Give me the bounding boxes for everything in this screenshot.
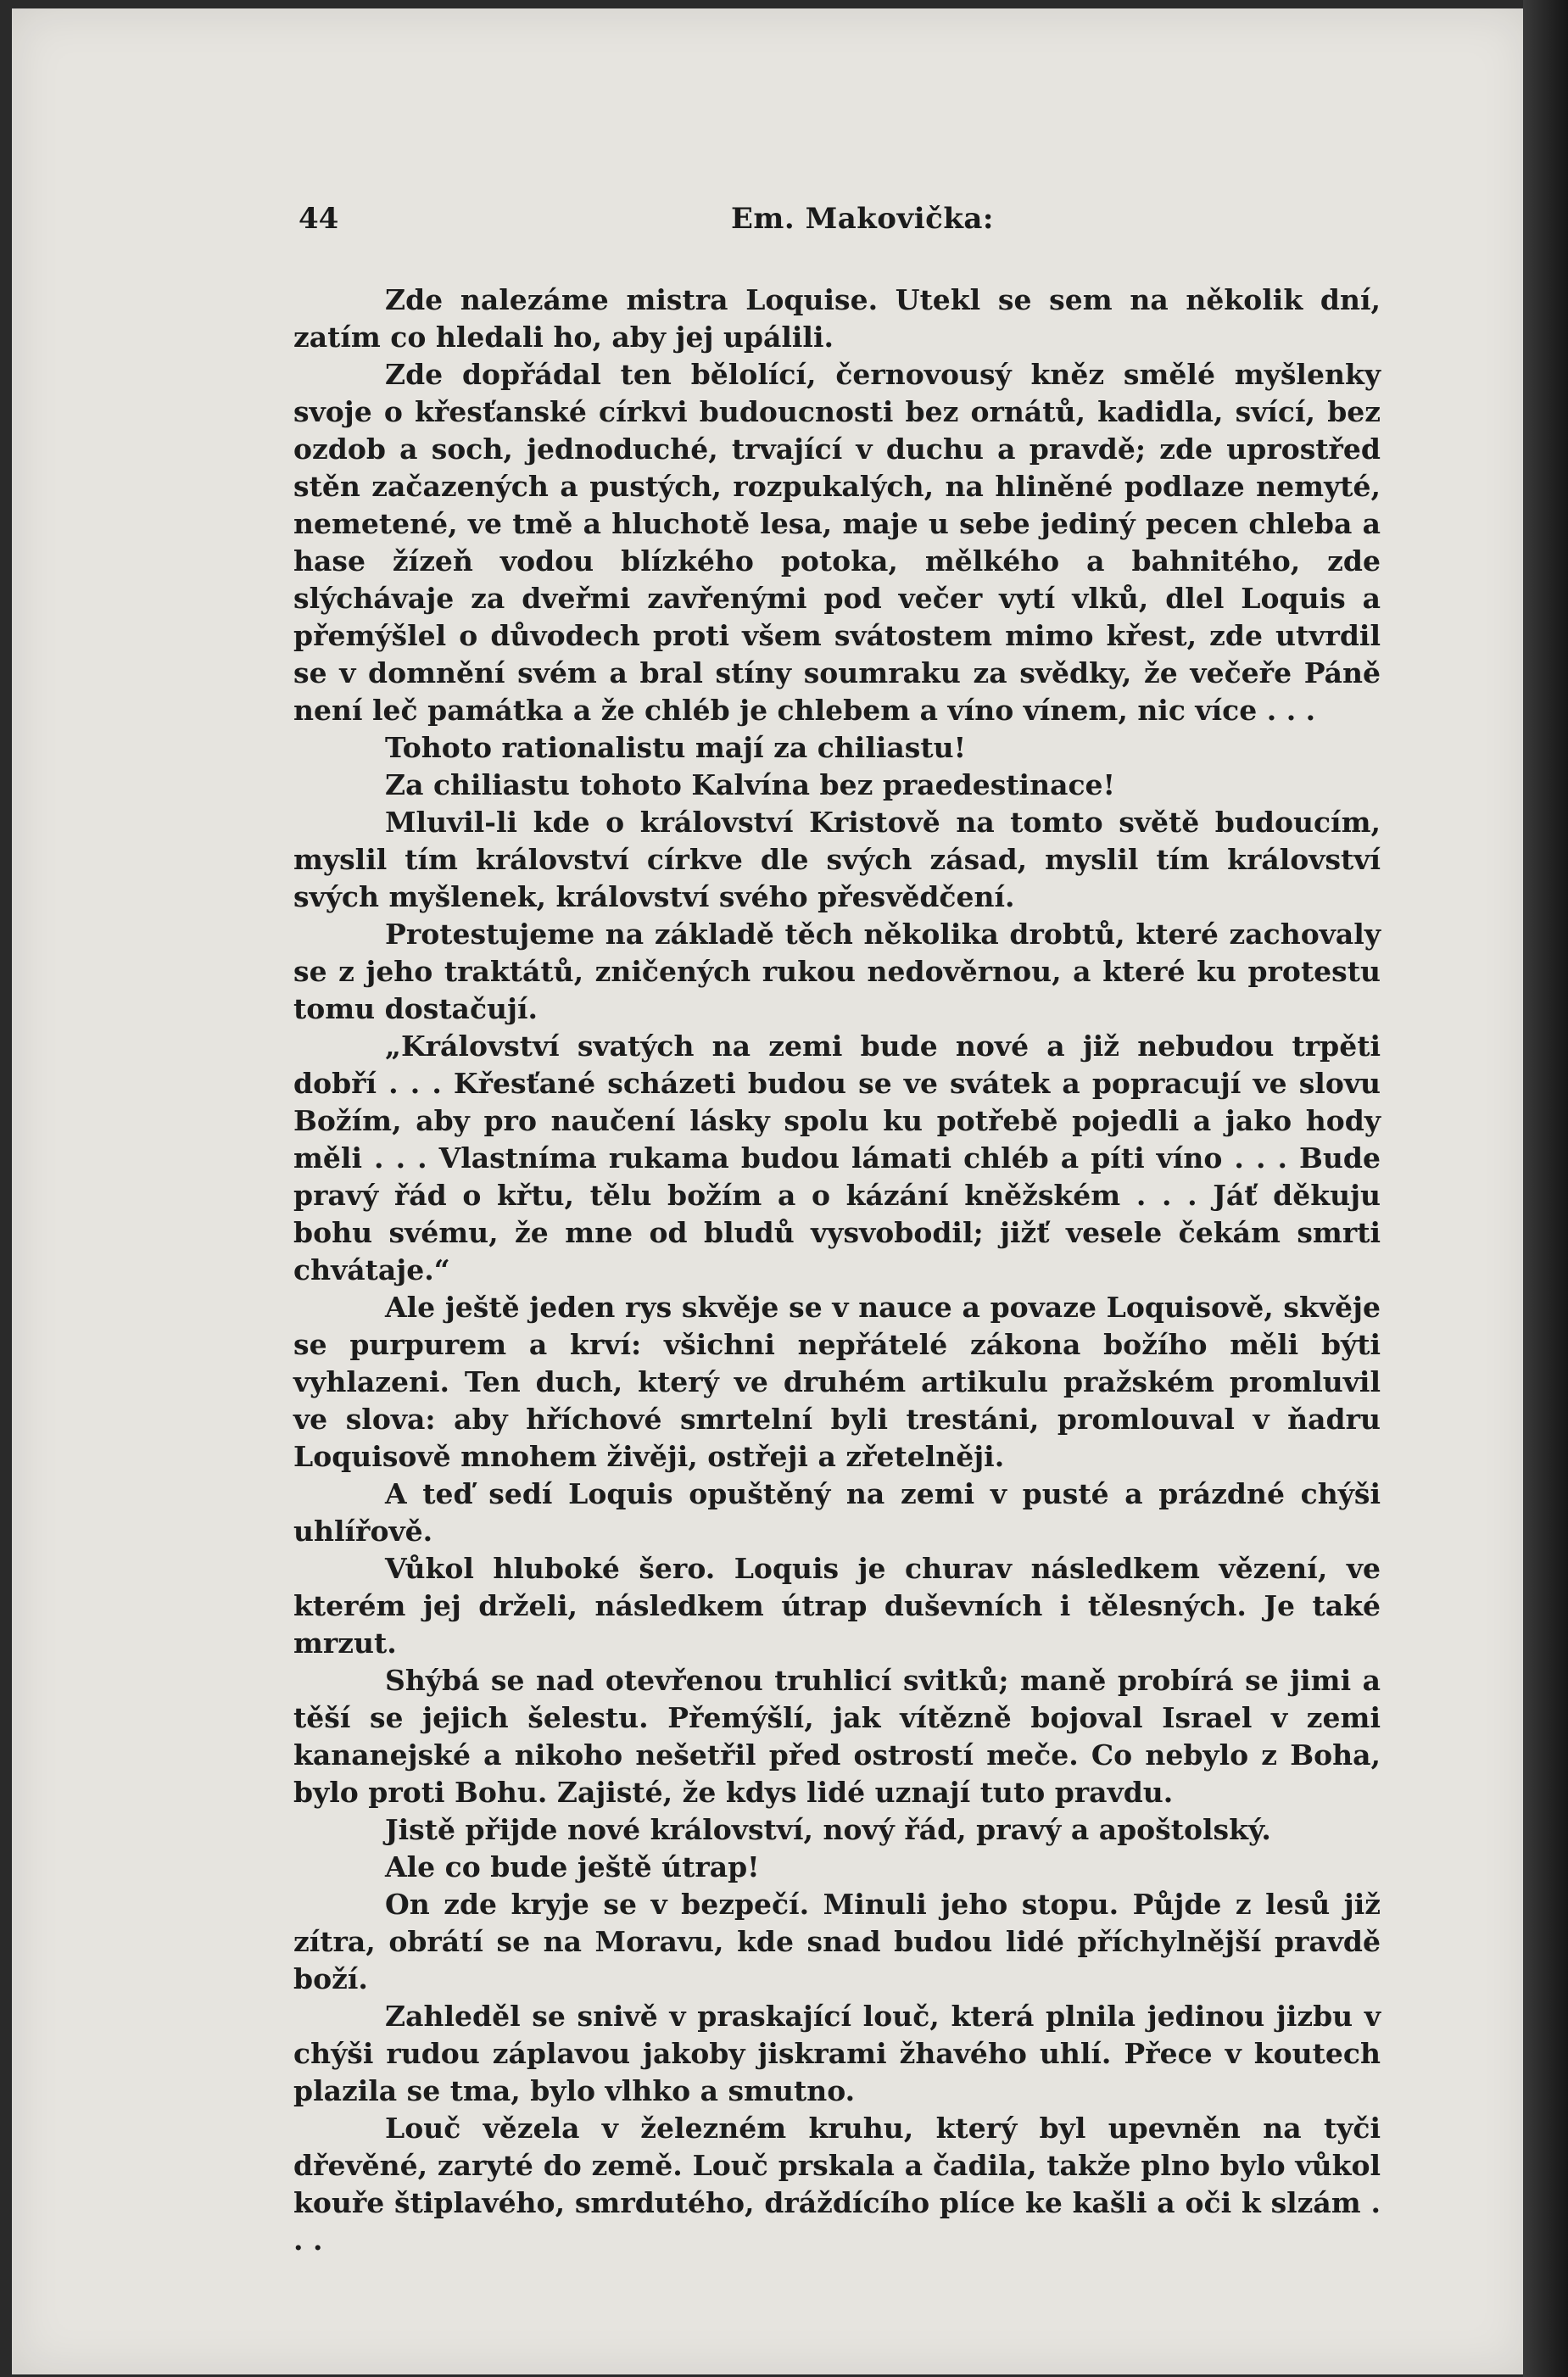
paragraph: Louč vězela v železném kruhu, který byl upevněn na tyči dřevěné, zaryté do země. Louč prskala a čadila, takže plno bylo vůkol kouře štiplavého, smrdutého, dráždícího plíce ke kašli a oči k slzám . . . <box>293 2112 1381 2257</box>
paragraph: Tohoto rationalistu mají za chiliastu! <box>385 731 967 764</box>
paragraph: Vůkol hluboké šero. Loquis je churav následkem vězení, ve kterém jej drželi, následkem útrap duševních i tělesných. Je také mrzut. <box>293 1552 1381 1660</box>
paragraph: Zahleděl se snivě v praskající louč, která plnila jedinou jizbu v chýši rudou záplavou jakoby jiskrami žhavého uhlí. Přece v koutech plazila se tma, bylo vlhko a smutno. <box>293 2000 1381 2107</box>
paragraph: Zde nalezáme mistra Loquise. Utekl se sem na několik dní, zatím co hledali ho, aby jej upálili. <box>293 283 1381 354</box>
paragraph: Zde dopřádal ten bělolící, černovousý kněz smělé myšlenky svoje o křesťanské církvi budoucnosti bez ornátů, kadidla, svící, bez ozdob a soch, jednoduché, trvající v duchu a pravdě; zde uprostřed stěn začazených a pustých, rozpukalých, na hliněné podlaze nemyté, nemetené, ve tmě a hluchotě lesa, maje u sebe jediný pecen chleba a hase žízeň vodou blízkého potoka, mělkého a bahnitého, zde slýchávaje za dveřmi zavřenými pod večer vytí vlků, dlel Loquis a přemýšlel o důvodech proti všem svátostem mimo křest, zde utvrdil se v domnění svém a bral stíny soumraku za svědky, že večeře Páně není leč památka a že chléb je chlebem a víno vínem, nic více . . . <box>293 358 1381 727</box>
paragraph: On zde kryje se v bezpečí. Minuli jeho stopu. Půjde z lesů již zítra, obrátí se na Moravu, kde snad budou lidé příchylnější pravdě boží. <box>293 1888 1381 1995</box>
paragraph: Ale ještě jeden rys skvěje se v nauce a povaze Loquisově, skvěje se purpurem a krví: všichni nepřátelé zákona božího měli býti vyhlazeni. Ten duch, který ve druhém artikulu pražském promluvil ve slova: aby hříchové smrtelní byli trestáni, promlouval v ňadru Loquisově mnohem živěji, ostřeji a zřetelněji. <box>293 1291 1381 1473</box>
paragraph: Shýbá se nad otevřenou truhlicí svitků; maně probírá se jimi a těší se jejich šelestu. Přemýšlí, jak vítězně bojoval Israel v zemi kananejské a nikoho nešetřil před ostrostí meče. Co nebylo z Boha, bylo proti Bohu. Zajisté, že kdys lidé uznají tuto pravdu. <box>293 1664 1381 1809</box>
paragraph: Za chiliastu tohoto Kalvína bez praedestinace! <box>385 768 1116 801</box>
page-edge-shadow <box>1523 0 1568 2377</box>
book-page <box>12 8 1530 2374</box>
paragraph: Ale co bude ještě útrap! <box>385 1850 760 1883</box>
page-header <box>299 202 1386 244</box>
running-head: Em. Makovička: <box>731 202 994 236</box>
paragraph: Jistě přijde nové království, nový řád, pravý a apoštolský. <box>385 1813 1271 1846</box>
paragraph: Mluvil-li kde o království Kristově na tomto světě budoucím, myslil tím království církve dle svých zásad, myslil tím království svých myšlenek, království svého přesvědčení. <box>293 806 1381 913</box>
paragraph: Protestujeme na základě těch několika drobtů, které zachovaly se z jeho traktátů, zničených rukou nedověrnou, a které ku protestu tomu dostačují. <box>293 918 1381 1025</box>
page-number: 44 <box>299 202 339 236</box>
paragraph: A teď sedí Loquis opuštěný na zemi v pusté a prázdné chýši uhlířově. <box>293 1477 1381 1548</box>
paragraph: „Království svatých na zemi bude nové a již nebudou trpěti dobří . . . Křesťané scházeti budou se ve svátek a popracují ve slovu Božím, aby pro naučení lásky spolu ku potřebě pojedli a jako hody měli . . . Vlastníma rukama budou lámati chléb a píti víno . . . Bude pravý řád o křtu, tělu božím a o kázání kněžském . . . Jáť děkuju bohu svému, že mne od bludů vysvobodil; jižť vesele čekám smrti chvátaje.“ <box>293 1029 1381 1286</box>
body-text <box>293 282 1381 2259</box>
